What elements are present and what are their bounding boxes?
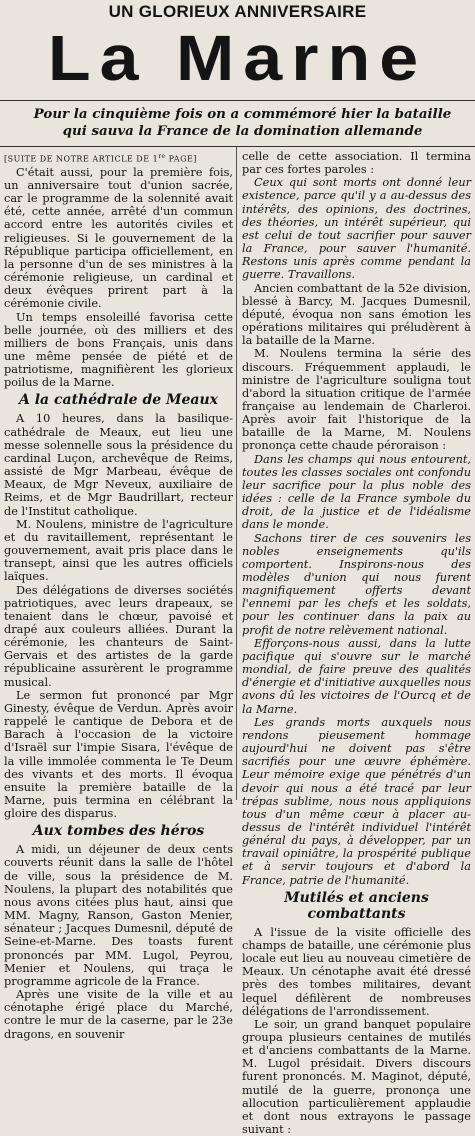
paragraph: Des délégations de diverses sociétés patriotiques, avec leurs drapeaux, se tenaient dans le chœur, pavoisé et drapé aux couleurs alliées. Durant la cérémonie, les chanteurs de Saint-Gervais et des artistes de la garde républicaine assurèrent le programme musical. — [4, 583, 233, 689]
quote-paragraph: Ceux qui sont morts ont donné leur existence, parce qu'il y a au-dessus des intérêts, des opinions, des doctrines, des théories, un intérêt supérieur, qui est celui de tout sacrifier pour sauver la France, pour sauver l'humanité. Restons unis après comme pendant la guerre. Travaillons. — [242, 176, 471, 282]
quote-paragraph: Efforçons-nous aussi, dans la lutte pacifique qui s'ouvre sur le marché mondial, de faire preuve des qualités d'énergie et d'initiative auxquelles nous avons dû les victoires de l'Ourcq et de la Marne. — [242, 636, 471, 716]
paragraph: Le sermon fut prononcé par Mgr Ginesty, évêque de Verdun. Après avoir rappelé le cantique de Debora et de Barach à l'occasion de la victoire d'Israël sur l'impie Sisara, l'évêque de la ville immolée commenta le Te Deum des vivants et des morts. Il évoqua ensuite la première bataille de la Marne, puis termina en célébrant la gloire des disparus. — [4, 688, 233, 821]
paragraph: M. Noulens termina la série des discours. Fréquemment applaudi, le ministre de l'agriculture souligna tout d'abord la situation critique de l'armée française au lendemain de Charleroi. Après avoir fait l'historique de la bataille de la Marne, M. Noulens prononça cette chaude péroraison : — [242, 347, 471, 453]
subheadline-rule — [0, 146, 475, 147]
paragraph: Le soir, un grand banquet populaire groupa plusieurs centaines de mutilés et d'anciens combattants de la Marne. M. Lugol présidait. Divers discours furent prononcés. M. Maginot, député, mutilé de la guerre, prononça une allocution particulièrement applaudie et dont nous extrayons le passage suivant : — [242, 1017, 471, 1136]
section-heading-cathedrale: A la cathédrale de Meaux — [18, 392, 219, 409]
paragraph: A midi, un déjeuner de deux cents couverts réunit dans la salle de l'hôtel de ville, sous la présidence de M. Noulens, la plupart des notabilités que nous avons citées plus haut, ainsi que MM. Magny, Ranson, Gaston Menier, sénateur ; Jacques Dumesnil, député de Seine-et-Marne. Des toasts furent prononcés par MM. Lugol, Peyrou, Menier et Noulens, qui traça le programme agricole de la France. — [4, 843, 233, 988]
continuation-tag: [SUITE DE NOTRE ARTICLE DE 1re PAGE] — [4, 153, 197, 164]
left-column — [4, 150, 233, 1041]
subheadline — [20, 106, 465, 140]
right-column — [242, 150, 471, 1136]
section-heading-tombes: Aux tombes des héros — [32, 823, 205, 840]
column-divider — [236, 147, 237, 800]
paragraph: Un temps ensoleillé favorisa cette belle journée, où des milliers et des milliers de bons Français, unis dans une même pensée de piété et de patriotisme, magnifièrent les glorieux poilus de la Marne. — [4, 310, 233, 390]
paragraph: Ancien combattant de la 52e division, blessé à Barcy, M. Jacques Dumesnil, député, évoqua non sans émotion les opérations militaires qui préludèrent à la bataille de la Marne. — [242, 281, 471, 348]
subheadline-line-1: Pour la cinquième fois on a commémoré hier la bataille — [33, 106, 452, 122]
quote-paragraph: Sachons tirer de ces souvenirs les nobles enseignements qu'ils comportent. Inspirons-nous des modèles d'union qui nous furent magnifiquement offerts devant l'ennemi par les chefs et les soldats, pour les continuer dans la paix au profit de notre relèvement national. — [242, 531, 471, 637]
subheadline-line-2: qui sauva la France de la domination allemande — [62, 123, 423, 139]
quote-paragraph: Dans les champs qui nous entourent, toutes les classes sociales ont confondu leur sacrifice pour la plus noble des idées : celle de la France symbole du droit, de la justice et de l'idéalisme dans le monde. — [242, 452, 471, 532]
section-heading-mutiles: Mutilés et anciens combattants — [284, 889, 429, 922]
paragraph: A l'issue de la visite officielle des champs de bataille, une cérémonie plus locale eut lieu au nouveau cimetière de Meaux. Un cénotaphe avait été dressé près des tombes militaires, devant lequel défilèrent de nombreuses délégations de l'arrondissement. — [242, 925, 471, 1018]
main-headline: La Marne — [47, 22, 428, 94]
paragraph: A 10 heures, dans la basilique-cathédrale de Meaux, eut lieu une messe solennelle sous la présidence du cardinal Luçon, archevêque de Reims, assisté de Mgr Marbeau, évêque de Meaux, de Mgr Neveux, auxiliaire de Reims, et de Mgr Baudrillart, recteur de l'Institut catholique. — [4, 412, 233, 518]
paragraph: C'était aussi, pour la première fois, un anniversaire tout d'union sacrée, car le programme de la solennité avait été, cette année, arrêté d'un commun accord entre les autorités civiles et religieuses. Si le gouvernement de la République participa officiellement, en la personne d'un de ses ministres à la cérémonie religieuse, un cardinal et deux évêques prirent part à la cérémonie civile. — [4, 165, 233, 311]
headline-rule — [0, 100, 475, 101]
paragraph: celle de cette association. Il termina par ces fortes paroles : — [242, 150, 471, 177]
paragraph: Après une visite de la ville et au cénotaphe érigé place du Marché, contre le mur de la caserne, par le 23e dragons, en souvenir — [4, 988, 233, 1041]
paragraph: M. Noulens, ministre de l'agriculture et du ravitaillement, représentant le gouvernement, avait pris place dans le transept, ainsi que les autres officiels laïques. — [4, 517, 233, 584]
quote-paragraph: Les grands morts auxquels nous rendons pieusement hommage aujourd'hui ne doivent pas s'être sacrifiés pour une œuvre éphémère. Leur mémoire exige que pénétrés d'un devoir qui nous a été tracé par leur trépas sublime, nous nous appliquions tous d'un même cœur à placer au-dessus de l'intérêt individuel l'intérêt général du pays, à développer, par un travail opiniâtre, la prospérité publique et à servir toujours et d'abord la France, patrie de l'humanité. — [242, 715, 471, 887]
kicker-headline: UN GLORIEUX ANNIVERSAIRE — [108, 2, 367, 21]
